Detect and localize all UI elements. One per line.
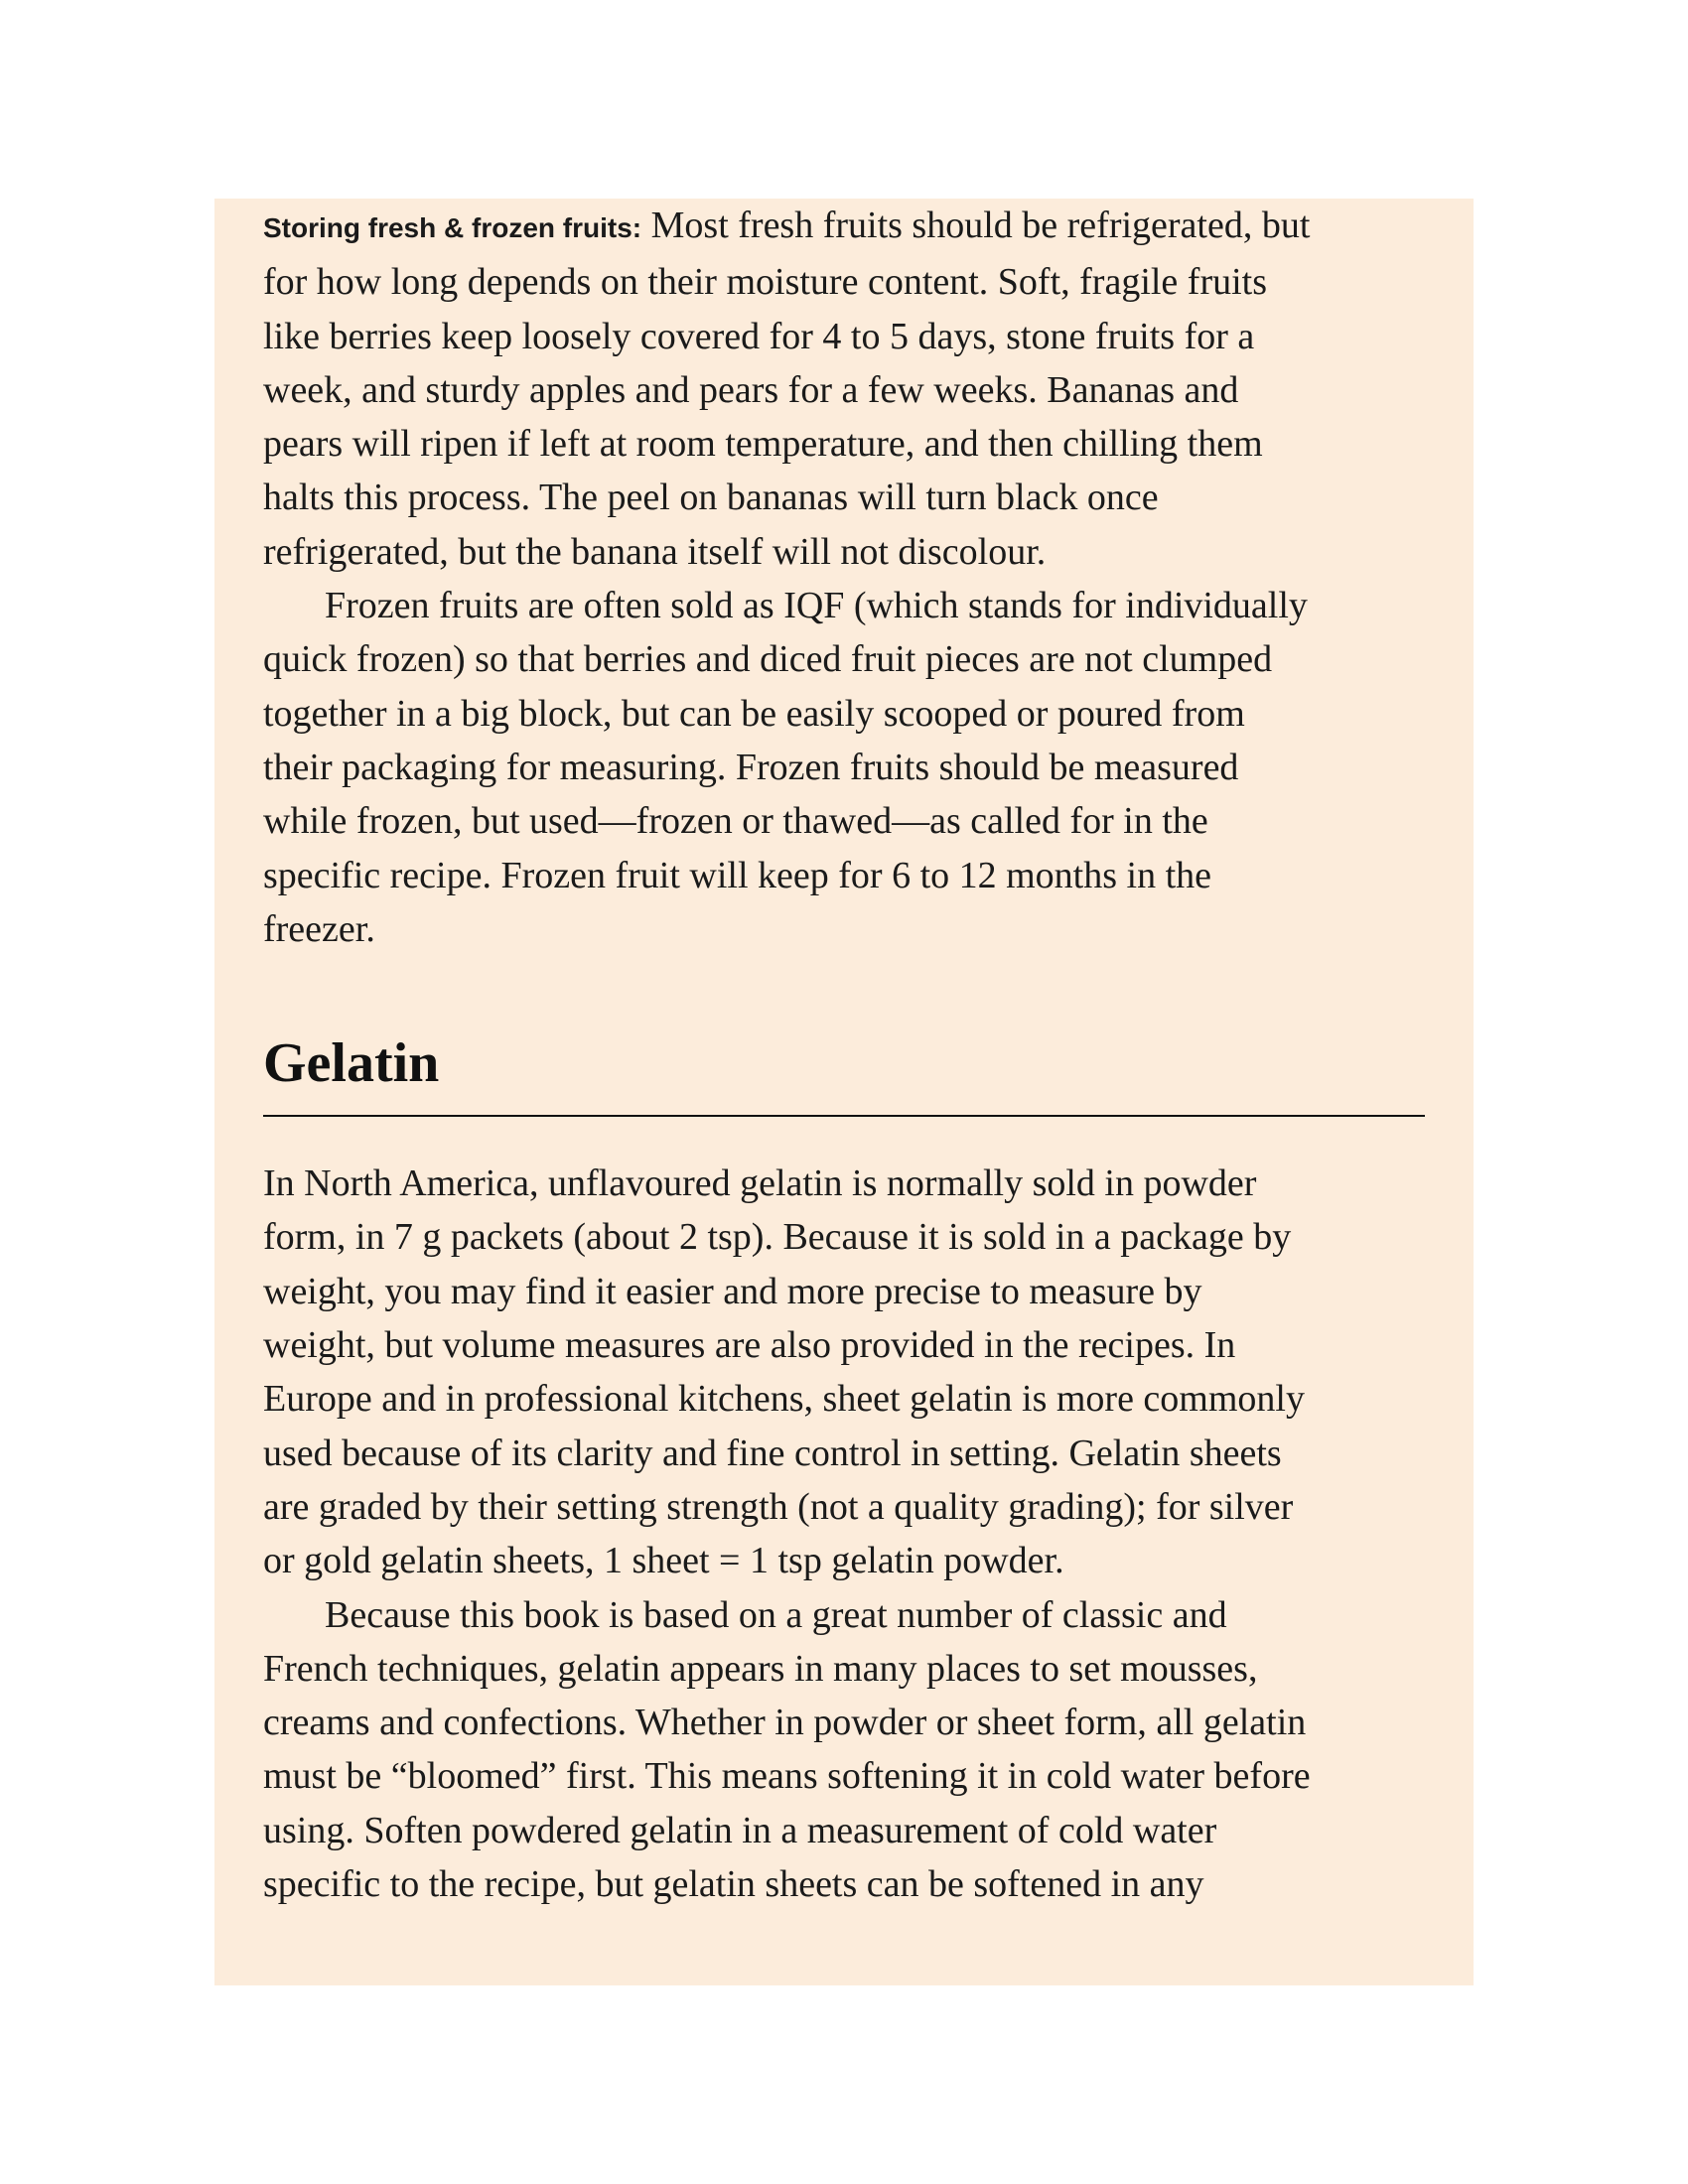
text-line: Because this book is based on a great number of classic and (325, 1593, 1227, 1636)
text-line: In North America, unflavoured gelatin is normally sold in powder (263, 1162, 1257, 1205)
text-line: creams and confections. Whether in powder or sheet form, all gelatin (263, 1702, 1307, 1744)
text-line: French techniques, gelatin appears in many places to set mousses, (263, 1647, 1258, 1690)
section-title-gelatin: Gelatin (263, 1032, 440, 1095)
section-divider (263, 1115, 1425, 1117)
text-line: using. Soften powdered gelatin in a measurement of cold water (263, 1809, 1217, 1851)
text-line: pears will ripen if left at room temperature, and then chilling them (263, 423, 1263, 466)
gelatin-paragraph-2 (263, 1588, 1435, 1912)
text-line: Frozen fruits are often sold as IQF (which stands for individually (325, 585, 1308, 627)
text-line: refrigerated, but the banana itself will not discolour. (263, 530, 1047, 573)
text-line: weight, but volume measures are also provided in the recipes. In (263, 1324, 1236, 1367)
text-line: halts this process. The peel on bananas will turn black once (263, 477, 1159, 519)
text-line: weight, you may find it easier and more precise to measure by (263, 1270, 1202, 1312)
text-line: specific to the recipe, but gelatin sheets can be softened in any (263, 1863, 1204, 1906)
storing-fruits-paragraph (263, 199, 1435, 579)
text-line: used because of its clarity and fine control in setting. Gelatin sheets (263, 1432, 1282, 1474)
text-line (263, 199, 1435, 255)
text-line: for how long depends on their moisture content. Soft, fragile fruits (263, 261, 1268, 304)
text-line: or gold gelatin sheets, 1 sheet = 1 tsp gelatin powder. (263, 1540, 1064, 1582)
gelatin-paragraph-1 (263, 1157, 1435, 1587)
text-line: while frozen, but used—frozen or thawed—as called for in the (263, 800, 1208, 843)
text-line: quick frozen) so that berries and diced fruit pieces are not clumped (263, 638, 1273, 681)
text-line: are graded by their setting strength (not a quality grading); for silver (263, 1485, 1294, 1528)
text-line: form, in 7 g packets (about 2 tsp). Because it is sold in a package by (263, 1216, 1292, 1259)
text-line: like berries keep loosely covered for 4 to 5 days, stone fruits for a (263, 315, 1255, 357)
frozen-fruits-paragraph (263, 579, 1435, 956)
text-line: freezer. (263, 907, 375, 950)
text-line: their packaging for measuring. Frozen fruits should be measured (263, 746, 1239, 788)
text-line: must be “bloomed” first. This means softening it in cold water before (263, 1755, 1311, 1798)
text-line: week, and sturdy apples and pears for a few weeks. Bananas and (263, 368, 1239, 411)
page-content (263, 199, 1435, 1911)
text-line: Europe and in professional kitchens, sheet gelatin is more commonly (263, 1378, 1305, 1421)
text-line: specific recipe. Frozen fruit will keep for 6 to 12 months in the (263, 854, 1212, 896)
text-line: together in a big block, but can be easily scooped or poured from (263, 692, 1245, 735)
run-in-heading: Storing fresh & frozen fruits: (263, 212, 642, 243)
text-line: Most fresh fruits should be refrigerated, but (641, 205, 1311, 246)
